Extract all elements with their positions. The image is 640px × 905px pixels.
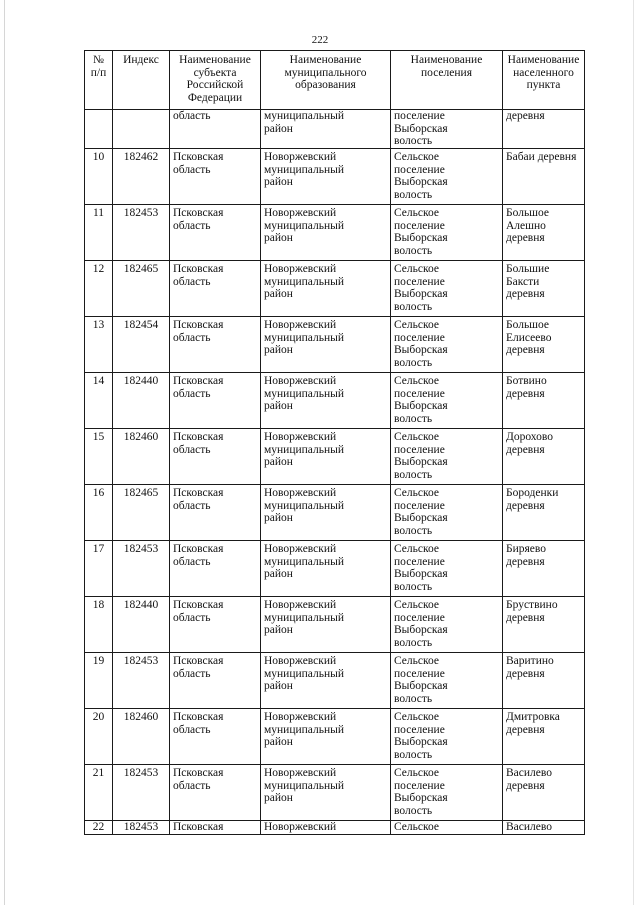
header-municipality: Наименование муниципального образования — [261, 51, 391, 110]
cell-index — [113, 110, 170, 149]
cell-municipality: Новоржевский муниципальный район — [261, 205, 391, 261]
header-settlement: Наименование поселения — [391, 51, 503, 110]
table-row — [85, 485, 585, 541]
cell-subject: Псковская — [170, 821, 261, 835]
cell-index: 182453 — [113, 821, 170, 835]
cell-index: 182453 — [113, 205, 170, 261]
cell-locality: Ботвино деревня — [503, 373, 585, 429]
cell-number: 21 — [85, 765, 113, 821]
header-locality: Наименование населенного пункта — [503, 51, 585, 110]
cell-number: 11 — [85, 205, 113, 261]
cell-index: 182460 — [113, 709, 170, 765]
cell-number: 18 — [85, 597, 113, 653]
cell-number: 22 — [85, 821, 113, 835]
cell-settlement: Сельское поселение Выборская волость — [391, 317, 503, 373]
cell-number: 20 — [85, 709, 113, 765]
cell-locality: Бороденки деревня — [503, 485, 585, 541]
cell-index: 182454 — [113, 317, 170, 373]
table-row-cut-off — [85, 821, 585, 835]
cell-number: 15 — [85, 429, 113, 485]
scan-edge-right — [633, 0, 634, 905]
cell-municipality: Новоржевский муниципальный район — [261, 373, 391, 429]
cell-settlement: Сельское поселение Выборская волость — [391, 149, 503, 205]
cell-index: 182465 — [113, 261, 170, 317]
table-row — [85, 149, 585, 205]
header-subject: Наименование субъекта Российской Федерации — [170, 51, 261, 110]
cell-locality: Большое Елисеево деревня — [503, 317, 585, 373]
cell-municipality: Новоржевский муниципальный район — [261, 261, 391, 317]
cell-municipality: Новоржевский — [261, 821, 391, 835]
table-row — [85, 653, 585, 709]
cell-locality: Василево — [503, 821, 585, 835]
cell-number: 19 — [85, 653, 113, 709]
cell-subject: Псковская область — [170, 765, 261, 821]
table-row-continued — [85, 110, 585, 149]
cell-subject: Псковская область — [170, 261, 261, 317]
header-number: № п/п — [85, 51, 113, 110]
scan-edge-left — [4, 0, 5, 905]
cell-municipality: муниципальный район — [261, 110, 391, 149]
cell-index: 182453 — [113, 653, 170, 709]
cell-municipality: Новоржевский муниципальный район — [261, 429, 391, 485]
cell-index: 182440 — [113, 373, 170, 429]
cell-settlement: Сельское поселение Выборская волость — [391, 373, 503, 429]
cell-subject: Псковская область — [170, 373, 261, 429]
cell-municipality: Новоржевский муниципальный район — [261, 597, 391, 653]
cell-subject: Псковская область — [170, 541, 261, 597]
cell-index: 182460 — [113, 429, 170, 485]
cell-index: 182440 — [113, 597, 170, 653]
cell-locality: деревня — [503, 110, 585, 149]
cell-municipality: Новоржевский муниципальный район — [261, 765, 391, 821]
cell-number: 10 — [85, 149, 113, 205]
cell-settlement: Сельское поселение Выборская волость — [391, 261, 503, 317]
cell-locality: Большие Баксти деревня — [503, 261, 585, 317]
cell-settlement: поселение Выборская волость — [391, 110, 503, 149]
table-row — [85, 541, 585, 597]
cell-locality: Дмитровка деревня — [503, 709, 585, 765]
cell-municipality: Новоржевский муниципальный район — [261, 485, 391, 541]
cell-settlement: Сельское поселение Выборская волость — [391, 541, 503, 597]
cell-settlement: Сельское поселение Выборская волость — [391, 205, 503, 261]
cell-settlement: Сельское — [391, 821, 503, 835]
table-header-row — [85, 51, 585, 110]
cell-municipality: Новоржевский муниципальный район — [261, 709, 391, 765]
cell-subject: Псковская область — [170, 429, 261, 485]
cell-number: 17 — [85, 541, 113, 597]
page-number: 222 — [311, 34, 329, 46]
cell-index: 182462 — [113, 149, 170, 205]
cell-municipality: Новоржевский муниципальный район — [261, 317, 391, 373]
cell-locality: Дорохово деревня — [503, 429, 585, 485]
cell-subject: область — [170, 110, 261, 149]
cell-subject: Псковская область — [170, 653, 261, 709]
header-index: Индекс — [113, 51, 170, 110]
cell-settlement: Сельское поселение Выборская волость — [391, 485, 503, 541]
cell-settlement: Сельское поселение Выборская волость — [391, 765, 503, 821]
cell-settlement: Сельское поселение Выборская волость — [391, 709, 503, 765]
cell-number: 13 — [85, 317, 113, 373]
cell-municipality: Новоржевский муниципальный район — [261, 653, 391, 709]
table-row — [85, 373, 585, 429]
cell-index: 182465 — [113, 485, 170, 541]
cell-subject: Псковская область — [170, 205, 261, 261]
table-row — [85, 317, 585, 373]
table-row — [85, 597, 585, 653]
cell-subject: Псковская область — [170, 317, 261, 373]
cell-number: 16 — [85, 485, 113, 541]
settlements-table — [84, 50, 585, 835]
cell-subject: Псковская область — [170, 597, 261, 653]
cell-settlement: Сельское поселение Выборская волость — [391, 653, 503, 709]
cell-subject: Псковская область — [170, 485, 261, 541]
table-row — [85, 205, 585, 261]
cell-locality: Бабаи деревня — [503, 149, 585, 205]
cell-index: 182453 — [113, 541, 170, 597]
cell-subject: Псковская область — [170, 149, 261, 205]
cell-number: 14 — [85, 373, 113, 429]
cell-locality: Биряево деревня — [503, 541, 585, 597]
cell-locality: Василево деревня — [503, 765, 585, 821]
cell-locality: Большое Алешно деревня — [503, 205, 585, 261]
cell-index: 182453 — [113, 765, 170, 821]
cell-number — [85, 110, 113, 149]
cell-subject: Псковская область — [170, 709, 261, 765]
cell-number: 12 — [85, 261, 113, 317]
table-row — [85, 429, 585, 485]
cell-municipality: Новоржевский муниципальный район — [261, 541, 391, 597]
table-row — [85, 765, 585, 821]
table-row — [85, 261, 585, 317]
table-row — [85, 709, 585, 765]
cell-settlement: Сельское поселение Выборская волость — [391, 597, 503, 653]
cell-locality: Варитино деревня — [503, 653, 585, 709]
cell-locality: Бруствино деревня — [503, 597, 585, 653]
cell-settlement: Сельское поселение Выборская волость — [391, 429, 503, 485]
cell-municipality: Новоржевский муниципальный район — [261, 149, 391, 205]
